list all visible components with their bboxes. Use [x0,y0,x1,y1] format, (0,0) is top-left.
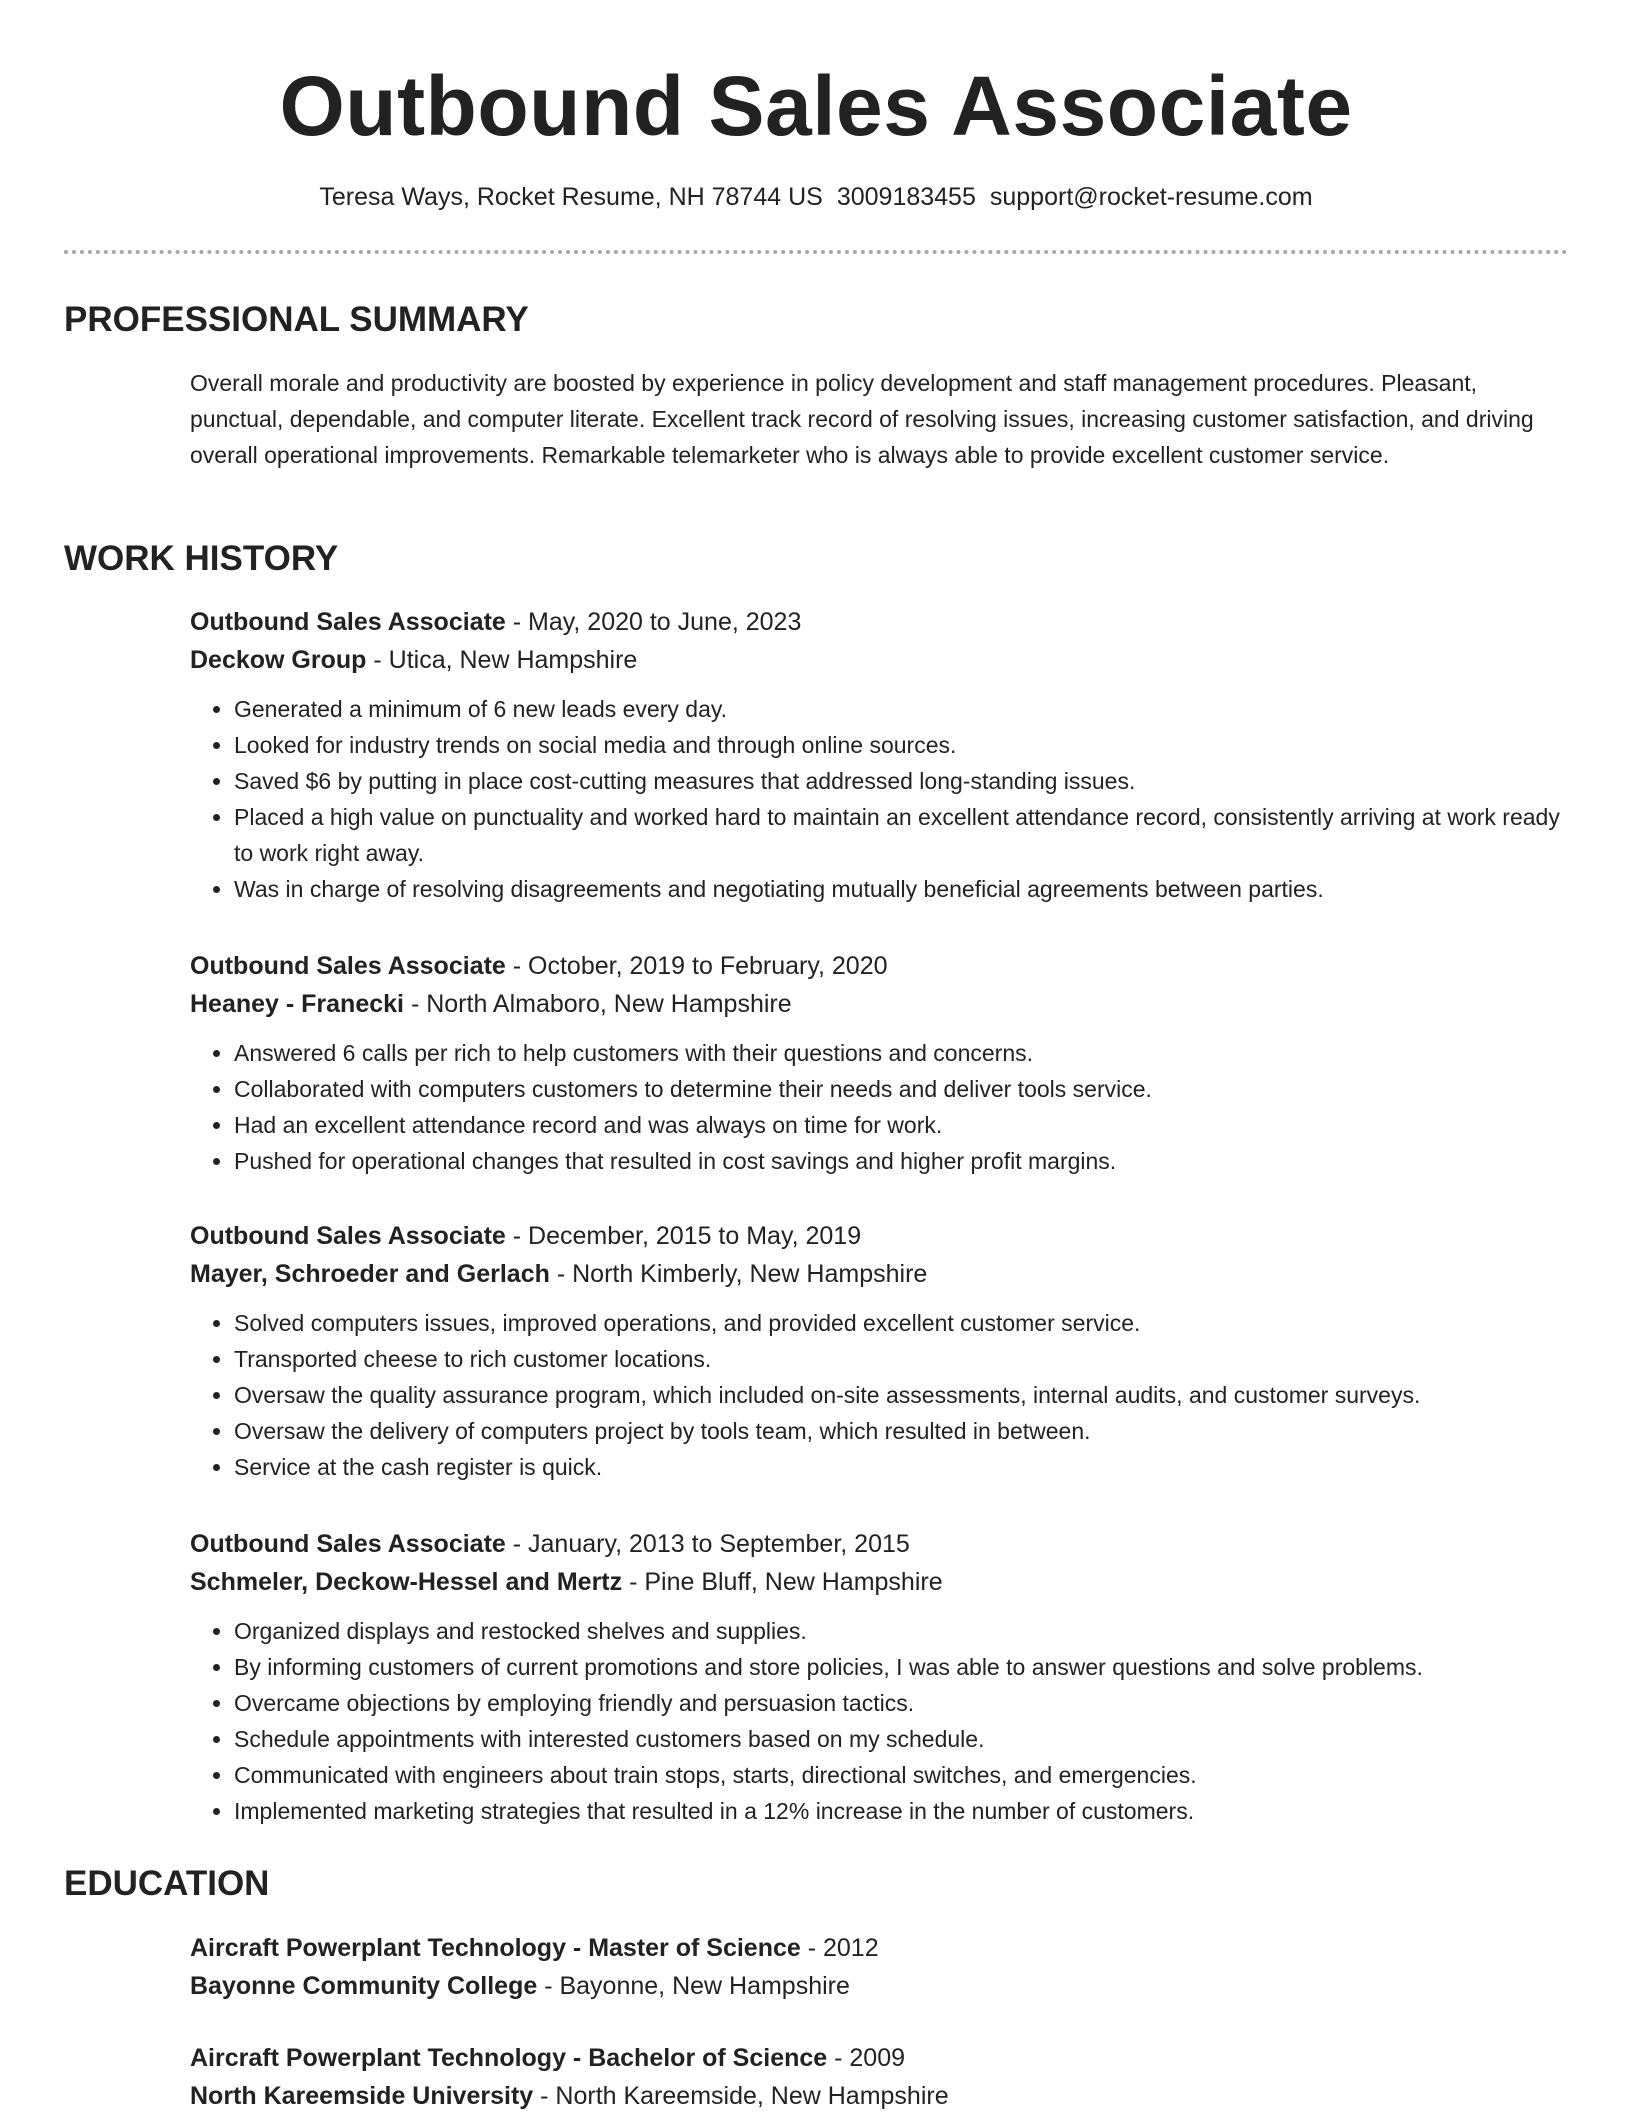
education-year: - 2012 [800,1934,879,1962]
contact-email[interactable]: support@rocket-resume.com [989,183,1313,211]
job-duties-list [190,691,1568,907]
duty-item: • Placed a high value on punctuality and worked hard to maintain an excellent attendance record, consistently arriving at work ready to work right away. [234,799,1568,871]
job-title-line [190,603,1568,641]
job-location: - North Almaboro, New Hampshire [404,990,792,1018]
duty-item: • Service at the cash register is quick. [234,1449,1568,1485]
job-company-line [190,1255,1568,1293]
job-dates: - January, 2013 to September, 2015 [505,1530,910,1558]
job-company: Schmeler, Deckow-Hessel and Mertz [190,1568,623,1596]
job-role: Outbound Sales Associate [190,1222,506,1250]
resume-title: Outbound Sales Associate [279,59,1353,153]
job-entry [190,947,1568,1179]
duty-item: • Saved $6 by putting in place cost-cutting measures that addressed long-standing issues. [234,763,1568,799]
duty-item: • Collaborated with computers customers to determine their needs and deliver tools service. [234,1071,1568,1107]
job-company: Heaney - Franecki [190,990,404,1018]
job-location: - Utica, New Hampshire [366,646,638,674]
job-dates: - May, 2020 to June, 2023 [505,608,802,636]
duty-item: • Communicated with engineers about train stops, starts, directional switches, and emergencies. [234,1757,1568,1793]
duty-item: • Was in charge of resolving disagreements and negotiating mutually beneficial agreements between parties. [234,871,1568,907]
job-duties-list [190,1035,1568,1179]
contact-line [64,180,1568,214]
job-title-line [190,1525,1568,1563]
duty-item: • Transported cheese to rich customer locations. [234,1341,1568,1377]
job-location: - Pine Bluff, New Hampshire [622,1568,943,1596]
summary-heading: PROFESSIONAL SUMMARY [64,300,529,339]
job-entry [190,1525,1568,1829]
header-divider [64,250,1568,254]
summary-block [190,365,1568,473]
job-company-line [190,985,1568,1023]
duty-item: • Generated a minimum of 6 new leads every day. [234,691,1568,727]
duty-item: • Pushed for operational changes that resulted in cost savings and higher profit margins. [234,1143,1568,1179]
education-location: - North Kareemside, New Hampshire [533,2082,949,2110]
education-degree: Aircraft Powerplant Technology - Bachelor of Science [190,2044,828,2072]
duty-item: • Solved computers issues, improved operations, and provided excellent customer service. [234,1305,1568,1341]
job-role: Outbound Sales Associate [190,1530,506,1558]
job-dates: - December, 2015 to May, 2019 [505,1222,862,1250]
contact-address: Teresa Ways, Rocket Resume, NH 78744 US [319,183,823,211]
education-school: North Kareemside University [190,2082,534,2110]
job-role: Outbound Sales Associate [190,952,506,980]
job-title-line [190,947,1568,985]
job-entry [190,603,1568,907]
duty-item: • Oversaw the delivery of computers project by tools team, which resulted in between. [234,1413,1568,1449]
summary-text: Overall morale and productivity are boosted by experience in policy development and staff management procedures. Pleasant, punctual, dependable, and computer literate. Excellent track record of resolving issues, increasing customer satisfaction, and driving overall operational improvements. Remarkable telemarketer who is always able to provide excellent customer service. [190,370,1534,468]
duty-item: • By informing customers of current promotions and store policies, I was able to answer questions and solve problems. [234,1649,1568,1685]
job-title-line [190,1217,1568,1255]
duty-item: • Answered 6 calls per rich to help customers with their questions and concerns. [234,1035,1568,1071]
job-dates: - October, 2019 to February, 2020 [505,952,888,980]
education-degree-line [190,1929,1568,1967]
education-location: - Bayonne, New Hampshire [537,1972,850,2000]
job-company-line [190,641,1568,679]
education-school-line [190,2077,1568,2115]
duty-item: • Organized displays and restocked shelves and supplies. [234,1613,1568,1649]
duty-item: • Overcame objections by employing friendly and persuasion tactics. [234,1685,1568,1721]
job-company: Mayer, Schroeder and Gerlach [190,1260,550,1288]
duty-item: • Oversaw the quality assurance program, which included on-site assessments, internal audits, and customer surveys. [234,1377,1568,1413]
contact-phone[interactable]: 3009183455 [836,183,976,211]
job-location: - North Kimberly, New Hampshire [549,1260,928,1288]
duty-item: • Implemented marketing strategies that resulted in a 12% increase in the number of customers. [234,1793,1568,1829]
education-school: Bayonne Community College [190,1972,538,2000]
education-year: - 2009 [827,2044,906,2072]
education-degree: Aircraft Powerplant Technology - Master of Science [190,1934,801,1962]
job-company-line [190,1563,1568,1601]
job-entry [190,1217,1568,1485]
education-entry [190,1929,1568,2005]
education-entry [190,2039,1568,2115]
duty-item: • Looked for industry trends on social media and through online sources. [234,727,1568,763]
work-history-heading: WORK HISTORY [64,539,339,578]
job-duties-list [190,1305,1568,1485]
job-role: Outbound Sales Associate [190,608,506,636]
job-duties-list [190,1613,1568,1829]
education-heading: EDUCATION [64,1864,270,1903]
job-company: Deckow Group [190,646,367,674]
education-degree-line [190,2039,1568,2077]
duty-item: • Schedule appointments with interested customers based on my schedule. [234,1721,1568,1757]
duty-item: • Had an excellent attendance record and was always on time for work. [234,1107,1568,1143]
education-school-line [190,1967,1568,2005]
